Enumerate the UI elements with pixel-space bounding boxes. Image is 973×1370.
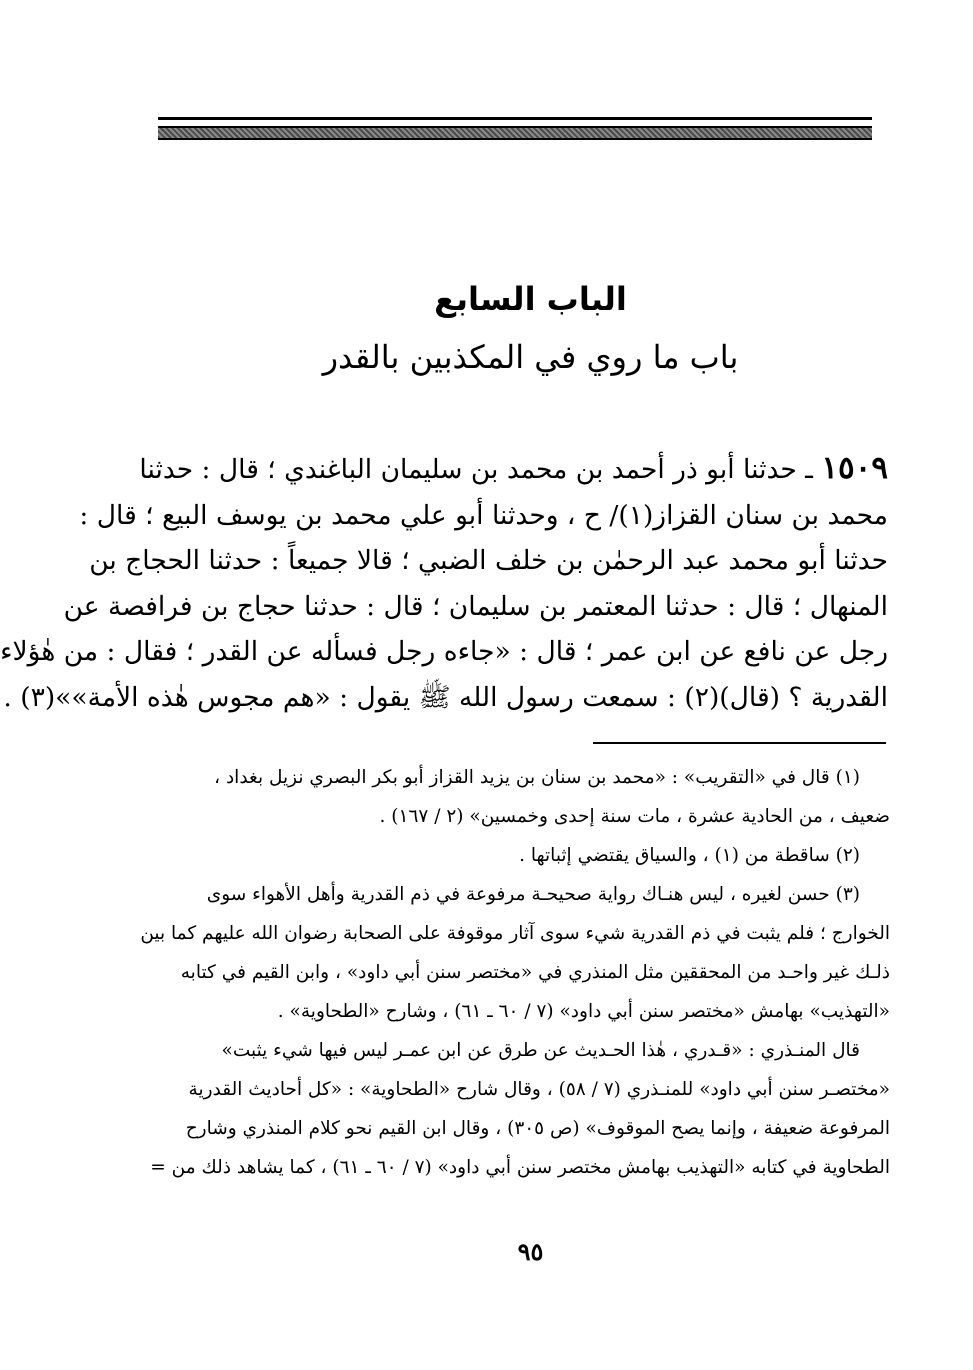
- header-hatched-band: [158, 126, 872, 140]
- footnote-separator: [593, 742, 886, 744]
- hadith-line: ١٥٠٩ ـ حدثنا أبو ذر أحمد بن محمد بن سليمان الباغندي ؛ قال : حدثنا: [139, 450, 888, 486]
- hadith-line: حدثنا أبو محمد عبد الرحمٰن بن خلف الضبي ؛ قالا جميعاً : حدثنا الحجاج بن: [89, 545, 888, 576]
- footnote-line: (٣) حسن لغيره ، ليس هنـاك رواية صحيحـة مرفوعة في ذم القدرية وأهل الأهواء سوى: [206, 884, 860, 905]
- hadith-number: ١٥٠٩: [821, 450, 888, 486]
- chapter-title: الباب السابع: [434, 280, 627, 318]
- footnote-line: «مختصـر سنن أبي داود» للمنـذري (٧ / ٥٨) ، وقال شارح «الطحاوية» : «كل أحاديث القدرية: [188, 1079, 890, 1100]
- page-number: ٩٥: [517, 1237, 544, 1266]
- footnote-line: ذلـك غير واحـد من المحققين مثل المنذري في «مختصر سنن أبي داود» ، وابن القيم في كتابه: [180, 962, 890, 983]
- header-ornament-rule: [158, 117, 872, 141]
- footnote-line: المرفوعة ضعيفة ، وإنما يصح الموقوف» (ص ٣٠٥) ، وقال ابن القيم نحو كلام المنذري وشارح: [185, 1118, 890, 1139]
- hadith-text: [0, 446, 888, 720]
- footnote-line: قال المنـذري : «قـدري ، هٰذا الحـديث عن طرق عن ابن عمـر ليس فيها شيء يثبت»: [221, 1040, 860, 1061]
- header-thin-rule: [158, 117, 872, 120]
- footnotes: [140, 758, 890, 1187]
- footnote-line: ضعيف ، من الحادية عشرة ، مات سنة إحدى وخمسين» (٢ / ١٦٧) .: [379, 806, 890, 827]
- hadith-line: محمد بن سنان القزاز(١)/ ح ، وحدثنا أبو علي محمد بن يوسف البيع ؛ قال :: [79, 499, 888, 531]
- footnote-line: الخوارج ؛ فلم يثبت في ذم القدرية شيء سوى آثار موقوفة على الصحابة رضوان الله عليهم كما بين: [140, 923, 890, 944]
- hadith-line: القدرية ؟ (قال)(٢) : سمعت رسول الله ﷺ يقول : «هم مجوس هٰذه الأمة»»(٣) .: [3, 681, 888, 713]
- chapter-subtitle: باب ما روي في المكذبين بالقدر: [322, 338, 739, 376]
- footnote-line: «التهذيب» بهامش «مختصر سنن أبي داود» (٧ / ٦٠ ـ ٦١) ، وشارح «الطحاوية» .: [277, 1001, 890, 1022]
- footnote-line: (٢) ساقطة من (١) ، والسياق يقتضي إثباتها .: [519, 845, 860, 866]
- footnote-line: (١) قال في «التقريب» : «محمد بن سنان بن يزيد القزاز أبو بكر البصري نزيل بغداد ،: [214, 767, 860, 788]
- hadith-line: المنهال ؛ قال : حدثنا المعتمر بن سليمان ؛ قال : حدثنا حجاج بن فرافصة عن: [63, 590, 888, 622]
- hadith-line: رجل عن نافع عن ابن عمر ؛ قال : «جاءه رجل فسأله عن القدر ؛ فقال : من هٰؤلاء: [0, 636, 888, 667]
- footnote-line: الطحاوية في كتابه «التهذيب بهامش مختصر سنن أبي داود» (٧ / ٦٠ ـ ٦١) ، كما يشاهد ذلك من =: [150, 1157, 890, 1178]
